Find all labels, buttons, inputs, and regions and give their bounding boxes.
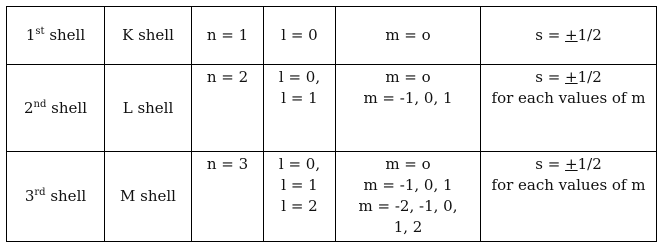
azimuthal-value: l = 0, [278,68,321,86]
principal-cell [192,152,264,242]
spin-value: s = +1/2 [535,26,602,44]
magnetic-cell [336,7,481,65]
shell-word: shell [49,26,86,44]
magnetic-value: 1, 2 [393,218,423,236]
magnetic-value: m = o [385,155,431,173]
azimuthal-value: l = 0 [281,26,318,44]
shell-ordinal: rd [34,187,46,198]
shell-word: shell [50,187,87,205]
spin-cell [481,7,657,65]
shell-ordinal: st [35,26,45,37]
table-row [7,152,657,242]
quantum-numbers-table [6,6,657,242]
shell-name-cell [105,152,192,242]
principal-cell [192,7,264,65]
magnetic-cell [336,65,481,152]
shell-name: K shell [122,26,174,44]
shell-cell [7,7,105,65]
azimuthal-value: l = 1 [281,89,318,107]
magnetic-value: m = o [385,26,431,44]
magnetic-value: m = o [385,68,431,86]
spin-value: s = +1/2 [535,155,602,173]
spin-value: s = +1/2 [535,68,602,86]
magnetic-value: m = -2, -1, 0, [358,197,458,215]
shell-cell [7,65,105,152]
spin-cell [481,152,657,242]
table-row [7,7,657,65]
magnetic-cell [336,152,481,242]
principal-value: n = 2 [206,68,249,86]
shell-name: M shell [120,187,176,205]
magnetic-value: m = -1, 0, 1 [363,89,453,107]
shell-cell [7,152,105,242]
spin-note: for each values of m [491,176,646,194]
shell-number: 2 [23,98,34,117]
principal-cell [192,65,264,152]
azimuthal-value: l = 0, [278,155,321,173]
table-row [7,65,657,152]
spin-cell [481,65,657,152]
azimuthal-value: l = 1 [281,176,318,194]
shell-name-cell [105,7,192,65]
azimuthal-cell [264,7,336,65]
azimuthal-cell [264,65,336,152]
principal-value: n = 3 [206,155,249,173]
shell-ordinal: nd [33,98,47,110]
azimuthal-cell [264,152,336,242]
shell-number: 1 [25,26,36,44]
shell-number: 3 [24,187,35,205]
shell-name-cell [105,65,192,152]
shell-name: L shell [122,98,174,117]
azimuthal-value: l = 2 [281,197,318,215]
spin-note: for each values of m [491,89,646,107]
magnetic-value: m = -1, 0, 1 [363,176,453,194]
principal-value: n = 1 [206,26,249,44]
shell-word: shell [51,98,87,117]
